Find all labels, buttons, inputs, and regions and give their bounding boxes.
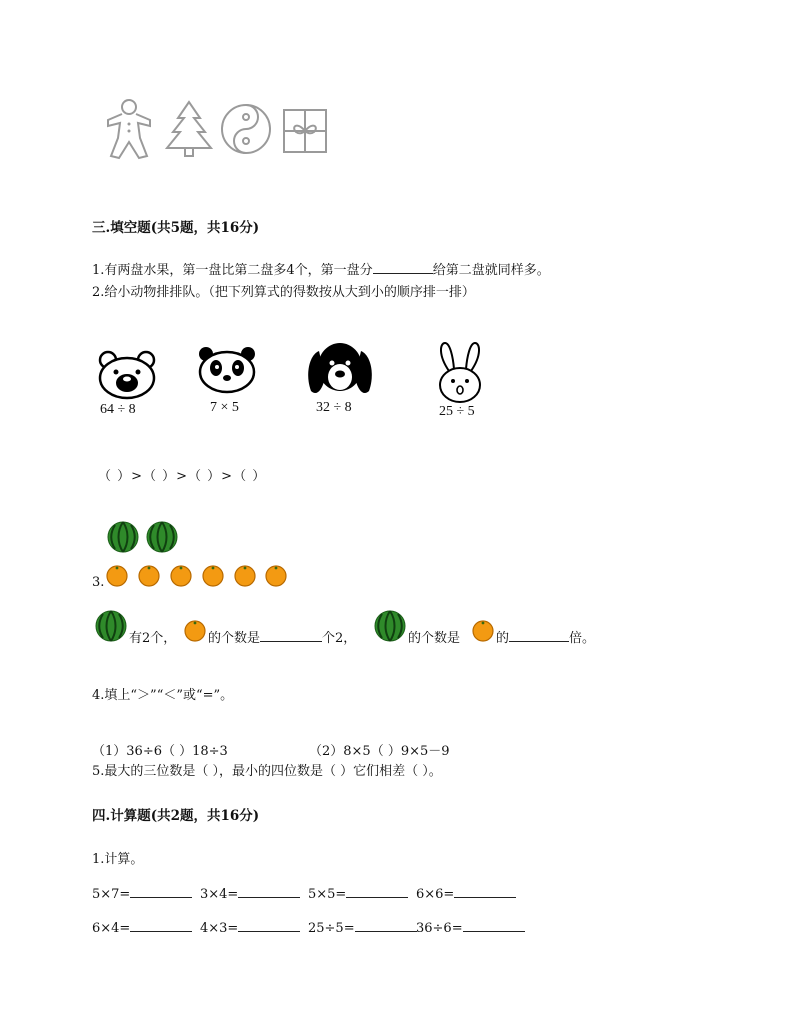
gingerbread-man-icon <box>103 98 155 160</box>
rabbit-icon <box>434 341 486 403</box>
question-3-text-3: 个2， <box>322 631 357 646</box>
question-3-number: 3. <box>92 575 105 590</box>
question-3-text-4: 的个数是 <box>408 631 461 646</box>
calc-item <box>92 884 192 902</box>
orange-icon <box>170 565 192 587</box>
question-4-part-2: （2）8×5（ ）9×5－9 <box>309 744 450 759</box>
answer-blank[interactable] <box>130 918 192 932</box>
calc-expression: 6×6= <box>416 887 455 902</box>
question-2: 2.给小动物排排队。（把下列算式的得数按从大到小的顺序排一排） <box>92 285 475 300</box>
calc-item <box>200 918 300 936</box>
calc-item <box>308 918 417 936</box>
dog-expression: 32 ÷ 8 <box>316 400 352 415</box>
question-1-text-a: 1.有两盘水果，第一盘比第二盘多4个，第一盘分 <box>92 263 373 278</box>
orange-icon <box>265 565 287 587</box>
calc-item <box>416 884 516 902</box>
answer-blank[interactable] <box>463 918 525 932</box>
answer-blank[interactable] <box>509 628 569 642</box>
section-3-heading: 三.填空题(共5题，共16分) <box>92 220 260 236</box>
question-1-text-b: 给第二盘就同样多。 <box>432 263 550 278</box>
question-5: 5.最大的三位数是（ ），最小的四位数是（ ）它们相差（ ）。 <box>92 764 442 779</box>
question-1 <box>92 259 550 278</box>
answer-blank[interactable] <box>238 918 300 932</box>
calc-expression: 4×3= <box>200 921 239 936</box>
section-4-heading: 四.计算题(共2题，共16分) <box>92 808 260 824</box>
question-4-part-1: （1）36÷6（ ）18÷3 <box>92 744 228 759</box>
calc-question-1: 1.计算。 <box>92 852 144 867</box>
orange-icon <box>106 565 128 587</box>
panda-icon <box>197 346 257 394</box>
orange-icon <box>472 620 494 642</box>
orange-icon <box>138 565 160 587</box>
question-4-title: 4.填上“＞”“＜”或“=”。 <box>92 688 234 703</box>
rabbit-expression: 25 ÷ 5 <box>439 404 475 419</box>
watermelon-icon <box>146 521 178 553</box>
watermelon-icon <box>107 521 139 553</box>
christmas-tree-icon <box>164 100 214 158</box>
question-3-text-1: 有2个， <box>129 631 177 646</box>
question-3-text-5a: 的 <box>496 631 510 646</box>
question-3-text-2a: 的个数是 <box>208 631 261 646</box>
orange-icon <box>202 565 224 587</box>
calc-item <box>308 884 408 902</box>
answer-blank[interactable] <box>454 884 516 898</box>
calc-expression: 3×4= <box>200 887 239 902</box>
order-answer-line: （ ）>（ ）>（ ）>（ ） <box>98 469 267 484</box>
question-3-text-2 <box>208 627 356 646</box>
answer-blank[interactable] <box>130 884 192 898</box>
calc-expression: 6×4= <box>92 921 131 936</box>
calc-expression: 25÷5= <box>308 921 355 936</box>
calc-item <box>416 918 525 936</box>
answer-blank[interactable] <box>346 884 408 898</box>
question-3-text-5 <box>496 627 595 646</box>
watermelon-icon <box>95 610 127 642</box>
gift-box-icon <box>282 108 328 154</box>
orange-icon <box>184 620 206 642</box>
answer-blank[interactable] <box>355 918 417 932</box>
answer-blank[interactable] <box>260 628 322 642</box>
yin-yang-icon <box>220 103 272 155</box>
calc-expression: 36÷6= <box>416 921 463 936</box>
bear-expression: 64 ÷ 8 <box>100 402 136 417</box>
calc-expression: 5×5= <box>308 887 347 902</box>
question-3-text-6: 倍。 <box>569 631 596 646</box>
dog-icon <box>305 341 375 399</box>
watermelon-icon <box>374 610 406 642</box>
panda-expression: 7 × 5 <box>210 400 239 415</box>
calc-item <box>92 918 192 936</box>
calc-expression: 5×7= <box>92 887 131 902</box>
bear-icon <box>97 350 157 400</box>
orange-icon <box>234 565 256 587</box>
calc-item <box>200 884 300 902</box>
answer-blank[interactable] <box>373 260 433 274</box>
answer-blank[interactable] <box>238 884 300 898</box>
